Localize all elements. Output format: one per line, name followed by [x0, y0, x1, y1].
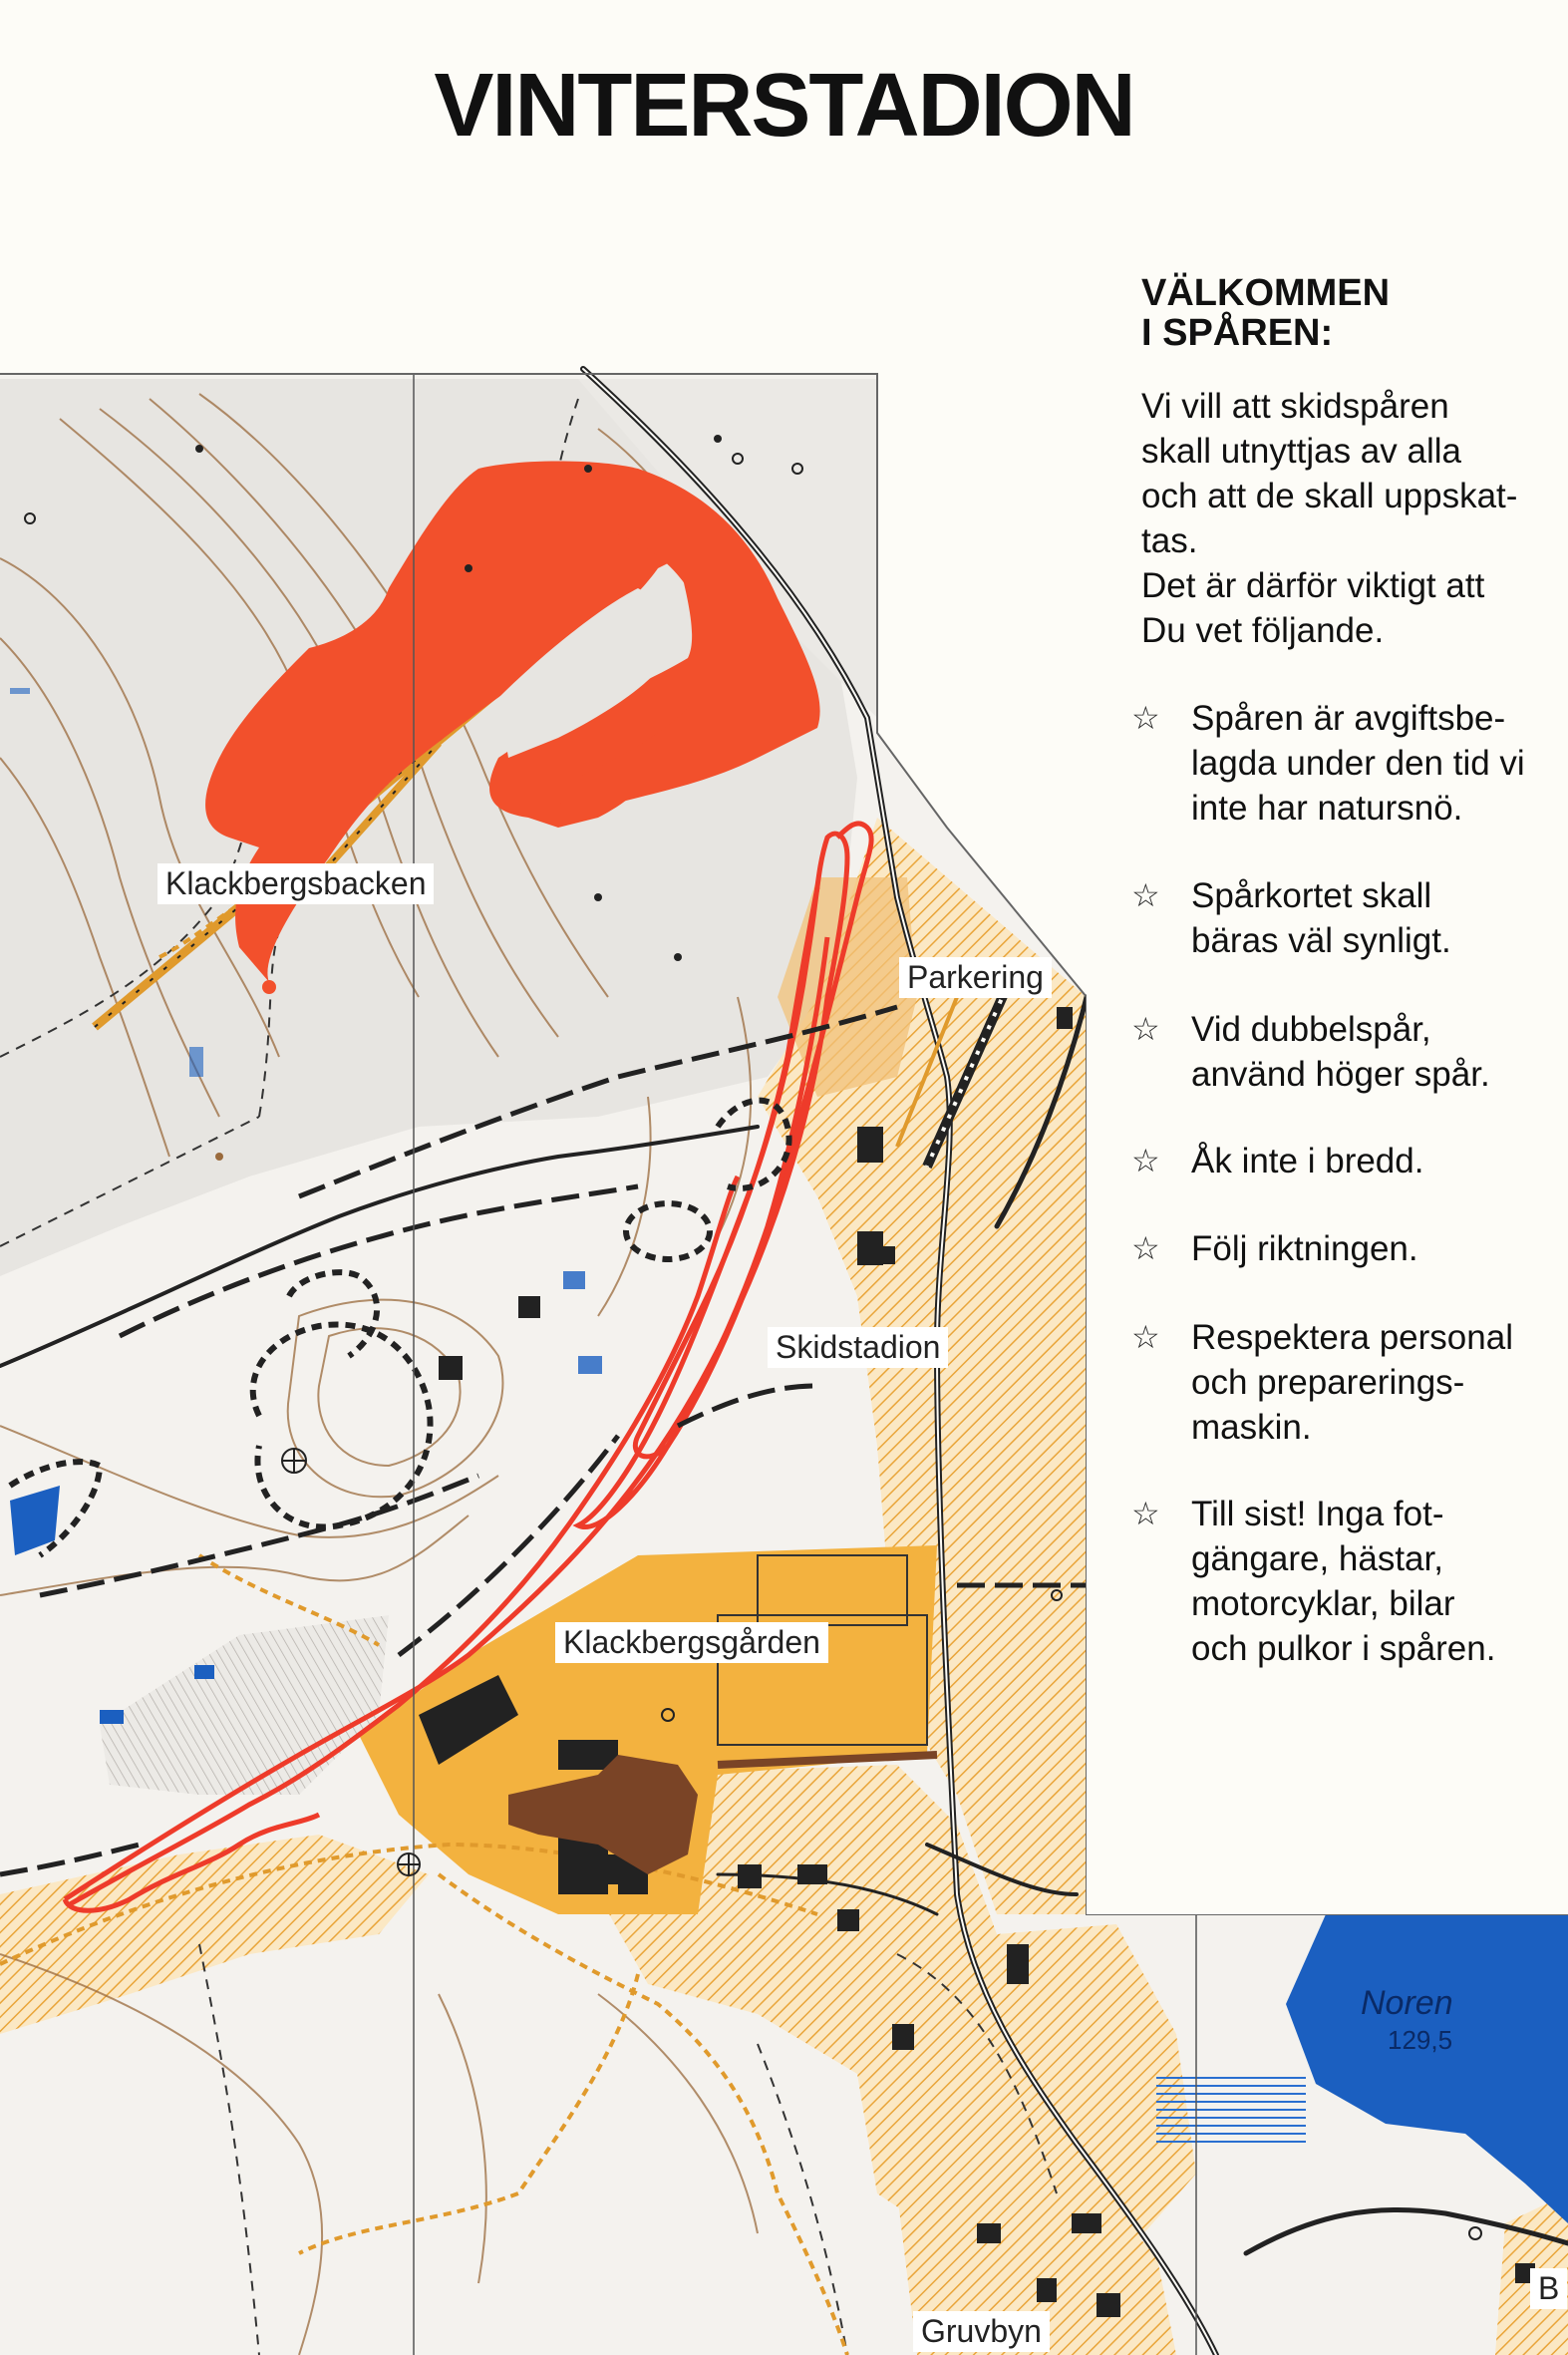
label-noren: Noren — [1361, 1984, 1453, 2022]
panel-heading — [1141, 274, 1390, 354]
rule-line: Respektera personal — [1191, 1318, 1513, 1357]
intro-line: tas. — [1141, 521, 1198, 560]
intro-line: och att de skall uppskat- — [1141, 477, 1518, 515]
marsh — [1156, 2074, 1306, 2144]
rule-line: gängare, hästar, — [1191, 1539, 1443, 1578]
star-icon: ☆ — [1131, 1495, 1160, 1532]
intro-line: Du vet följande. — [1141, 611, 1385, 650]
panel-intro — [1141, 384, 1560, 653]
label-skidstadion: Skidstadion — [768, 1327, 948, 1368]
rule-line: lagda under den tid vi — [1191, 744, 1525, 783]
label-klackbergsbacken: Klackbergsbacken — [157, 863, 434, 904]
star-icon: ☆ — [1131, 876, 1160, 914]
intro-line: Det är därför viktigt att — [1141, 566, 1485, 605]
rule-line: Spåren är avgiftsbe- — [1191, 699, 1506, 738]
star-icon: ☆ — [1131, 1318, 1160, 1356]
star-icon: ☆ — [1131, 1010, 1160, 1048]
page-title: VINTERSTADION — [434, 56, 1134, 156]
rule-line: Vid dubbelspår, — [1191, 1010, 1431, 1049]
panel-heading-line: I SPÅREN: — [1141, 311, 1334, 354]
rule-line: motorcyklar, bilar — [1191, 1584, 1455, 1623]
rule-line: maskin. — [1191, 1408, 1312, 1447]
label-gruvbyn: Gruvbyn — [913, 2311, 1050, 2352]
label-parkering: Parkering — [899, 957, 1052, 998]
label-noren-elevation: 129,5 — [1388, 2025, 1453, 2055]
star-icon: ☆ — [1131, 1142, 1160, 1179]
star-icon: ☆ — [1131, 1229, 1160, 1267]
rule-line: bäras väl synligt. — [1191, 921, 1451, 960]
label-edge-letter: B — [1530, 2268, 1567, 2309]
rule-line: och pulkor i spåren. — [1191, 1629, 1496, 1668]
star-icon: ☆ — [1131, 699, 1160, 737]
intro-line: skall utnyttjas av alla — [1141, 432, 1461, 471]
rule-line: Till sist! Inga fot- — [1191, 1495, 1444, 1533]
rule-line: använd höger spår. — [1191, 1055, 1490, 1094]
intro-line: Vi vill att skidspåren — [1141, 387, 1449, 426]
rule-line: Spårkortet skall — [1191, 876, 1432, 915]
panel-heading-line: VÄLKOMMEN — [1141, 272, 1391, 314]
label-klackbergsgarden: Klackbergsgården — [555, 1622, 828, 1663]
rule-line: Åk inte i bredd. — [1191, 1142, 1424, 1180]
rule-line: Följ riktningen. — [1191, 1229, 1418, 1268]
rule-line: och preparerings- — [1191, 1363, 1465, 1402]
rule-line: inte har natursnö. — [1191, 789, 1463, 828]
